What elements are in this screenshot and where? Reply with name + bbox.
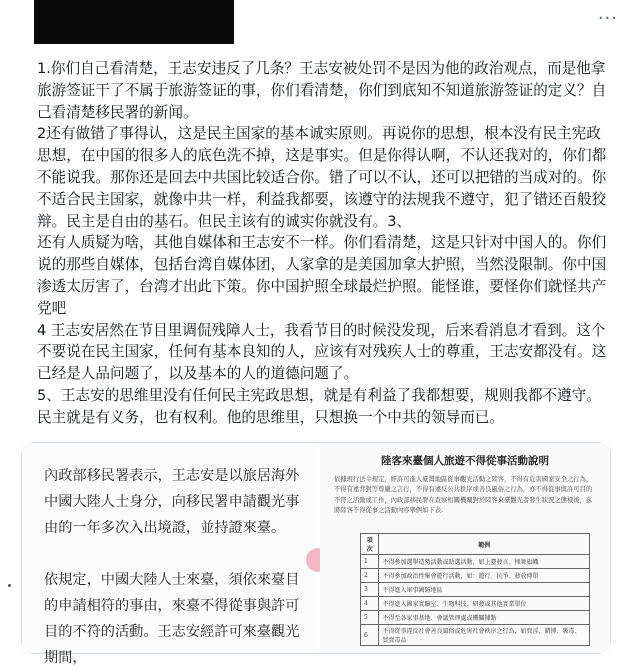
table-cell-index: 6 xyxy=(361,625,379,646)
table-row xyxy=(361,625,590,646)
table-cell-example: 不得參加選舉造勢活動或助選活動，如上臺發言、揮舞旗幟 xyxy=(379,555,590,569)
table-row xyxy=(361,611,590,625)
table-cell-index: 2 xyxy=(361,569,379,583)
redacted-avatar-and-username xyxy=(34,0,234,44)
left-image-text: 內政部移民署表示，王志安是以旅居海外中國大陸人士身分，向移民署申請觀光事由的一年多次入出境證，並持證來臺。 依規定，中國大陸人士來臺，須依來臺目的申請相符的事由，來臺不得從事與許可目的不符的活動。王志安經許可來臺觀光期間， xyxy=(44,468,300,666)
table-cell-example: 不得進入國家實驗室、生物科技、研發或其他實業單位 xyxy=(379,597,590,611)
document-table xyxy=(360,533,590,646)
more-options-icon[interactable]: ··· xyxy=(597,8,618,29)
table-cell-example: 不得參加政治性集會遊行活動，如：遊行、抗爭、發放傳單 xyxy=(379,569,590,583)
table-cell-index: 1 xyxy=(361,555,379,569)
document-table-header-row xyxy=(361,534,590,555)
document-intro-text: 依據現行法令規定，經許可進入臺灣地區從事觀光活動之陸客，不得有危害國家安全之行為，不得有違背對等尊嚴之言行，不得有違反公共秩序或善良風俗之行為，亦不得從事與許可目的不符之活動或工作，內政部移民署在查察相關機關對於陸客來臺觀光者發生狀況之態樣後，茲將陸客不得從事之活動內容舉例如下表： xyxy=(334,476,593,515)
attached-images-card[interactable] xyxy=(21,442,611,666)
table-cell-index: 4 xyxy=(361,597,379,611)
table-header-example: 範例 xyxy=(379,534,590,555)
attached-image-left[interactable] xyxy=(22,443,316,666)
table-cell-example: 不得至各家事基地、會議管理處或機關據點 xyxy=(379,611,590,625)
table-cell-index: 3 xyxy=(361,583,379,597)
document-title: 陸客來臺個人旅遊不得從事活動說明 xyxy=(381,455,549,467)
post-body-text: 1.你们自己看清楚，王志安违反了几条？王志安被处罚不是因为他的政治观点，而是他拿旅游签证干了不属于旅游签证的事，你们看清楚，你们到底知不知道旅游签证的定义？自己看清楚移民署的新闻。 2还有做错了事得认，这是民主国家的基本诚实原则。再说你的思想，根本没有民主宪政思想，在中国的很多人的底色洗不掉，这是事实。但是你得认啊，不认还我对的，你们都不能说我。那你还是回去中共国比较适合你。错了可以不认，还可以把错的当成对的。你不适合民主国家，就像中共一样，利益我都要，该遵守的法规我不遵守，犯了错还百般狡辩。民主是自由的基石。但民主该有的诚实你就没有。3、 还有人质疑为啥，其他自媒体和王志安不一样。你们看清楚，这是只针对中国人的。你们说的那些自媒体，包括台湾自媒体团，人家拿的是美国加拿大护照，当然没限制。你中国渗透太厉害了，台湾才出此下策。你中国护照全球最烂护照。能怪谁，要怪你们就怪共产党吧 4 王志安居然在节目里调侃残障人士，我看节目的时候没发现，后来看消息才看到。这个不要说在民主国家，任何有基本良知的人，应该有对残疾人士的尊重，王志安都没有。这已经是人品问题了，以及基本的人的道德问题了。 5、王志安的思维里没有任何民主宪政思想，就是有利益了我都想要，规则我都不遵守。民主就是有义务，也有权利。他的思维里，只想换一个中共的领导而已。 xyxy=(37,60,607,426)
table-cell-example: 不得從事違反社會善良風俗或危害社會秩序之行為，如賣淫、賭博、吸毒、買賣毒品 xyxy=(379,625,590,646)
table-cell-example: 不得進入軍事國防地區 xyxy=(379,583,590,597)
table-header-index: 項次 xyxy=(361,534,379,555)
stray-dot xyxy=(8,584,11,587)
table-row xyxy=(361,583,590,597)
table-row xyxy=(361,569,590,583)
table-row xyxy=(361,597,590,611)
attached-image-right[interactable] xyxy=(320,443,610,653)
table-cell-index: 5 xyxy=(361,611,379,625)
table-row xyxy=(361,555,590,569)
